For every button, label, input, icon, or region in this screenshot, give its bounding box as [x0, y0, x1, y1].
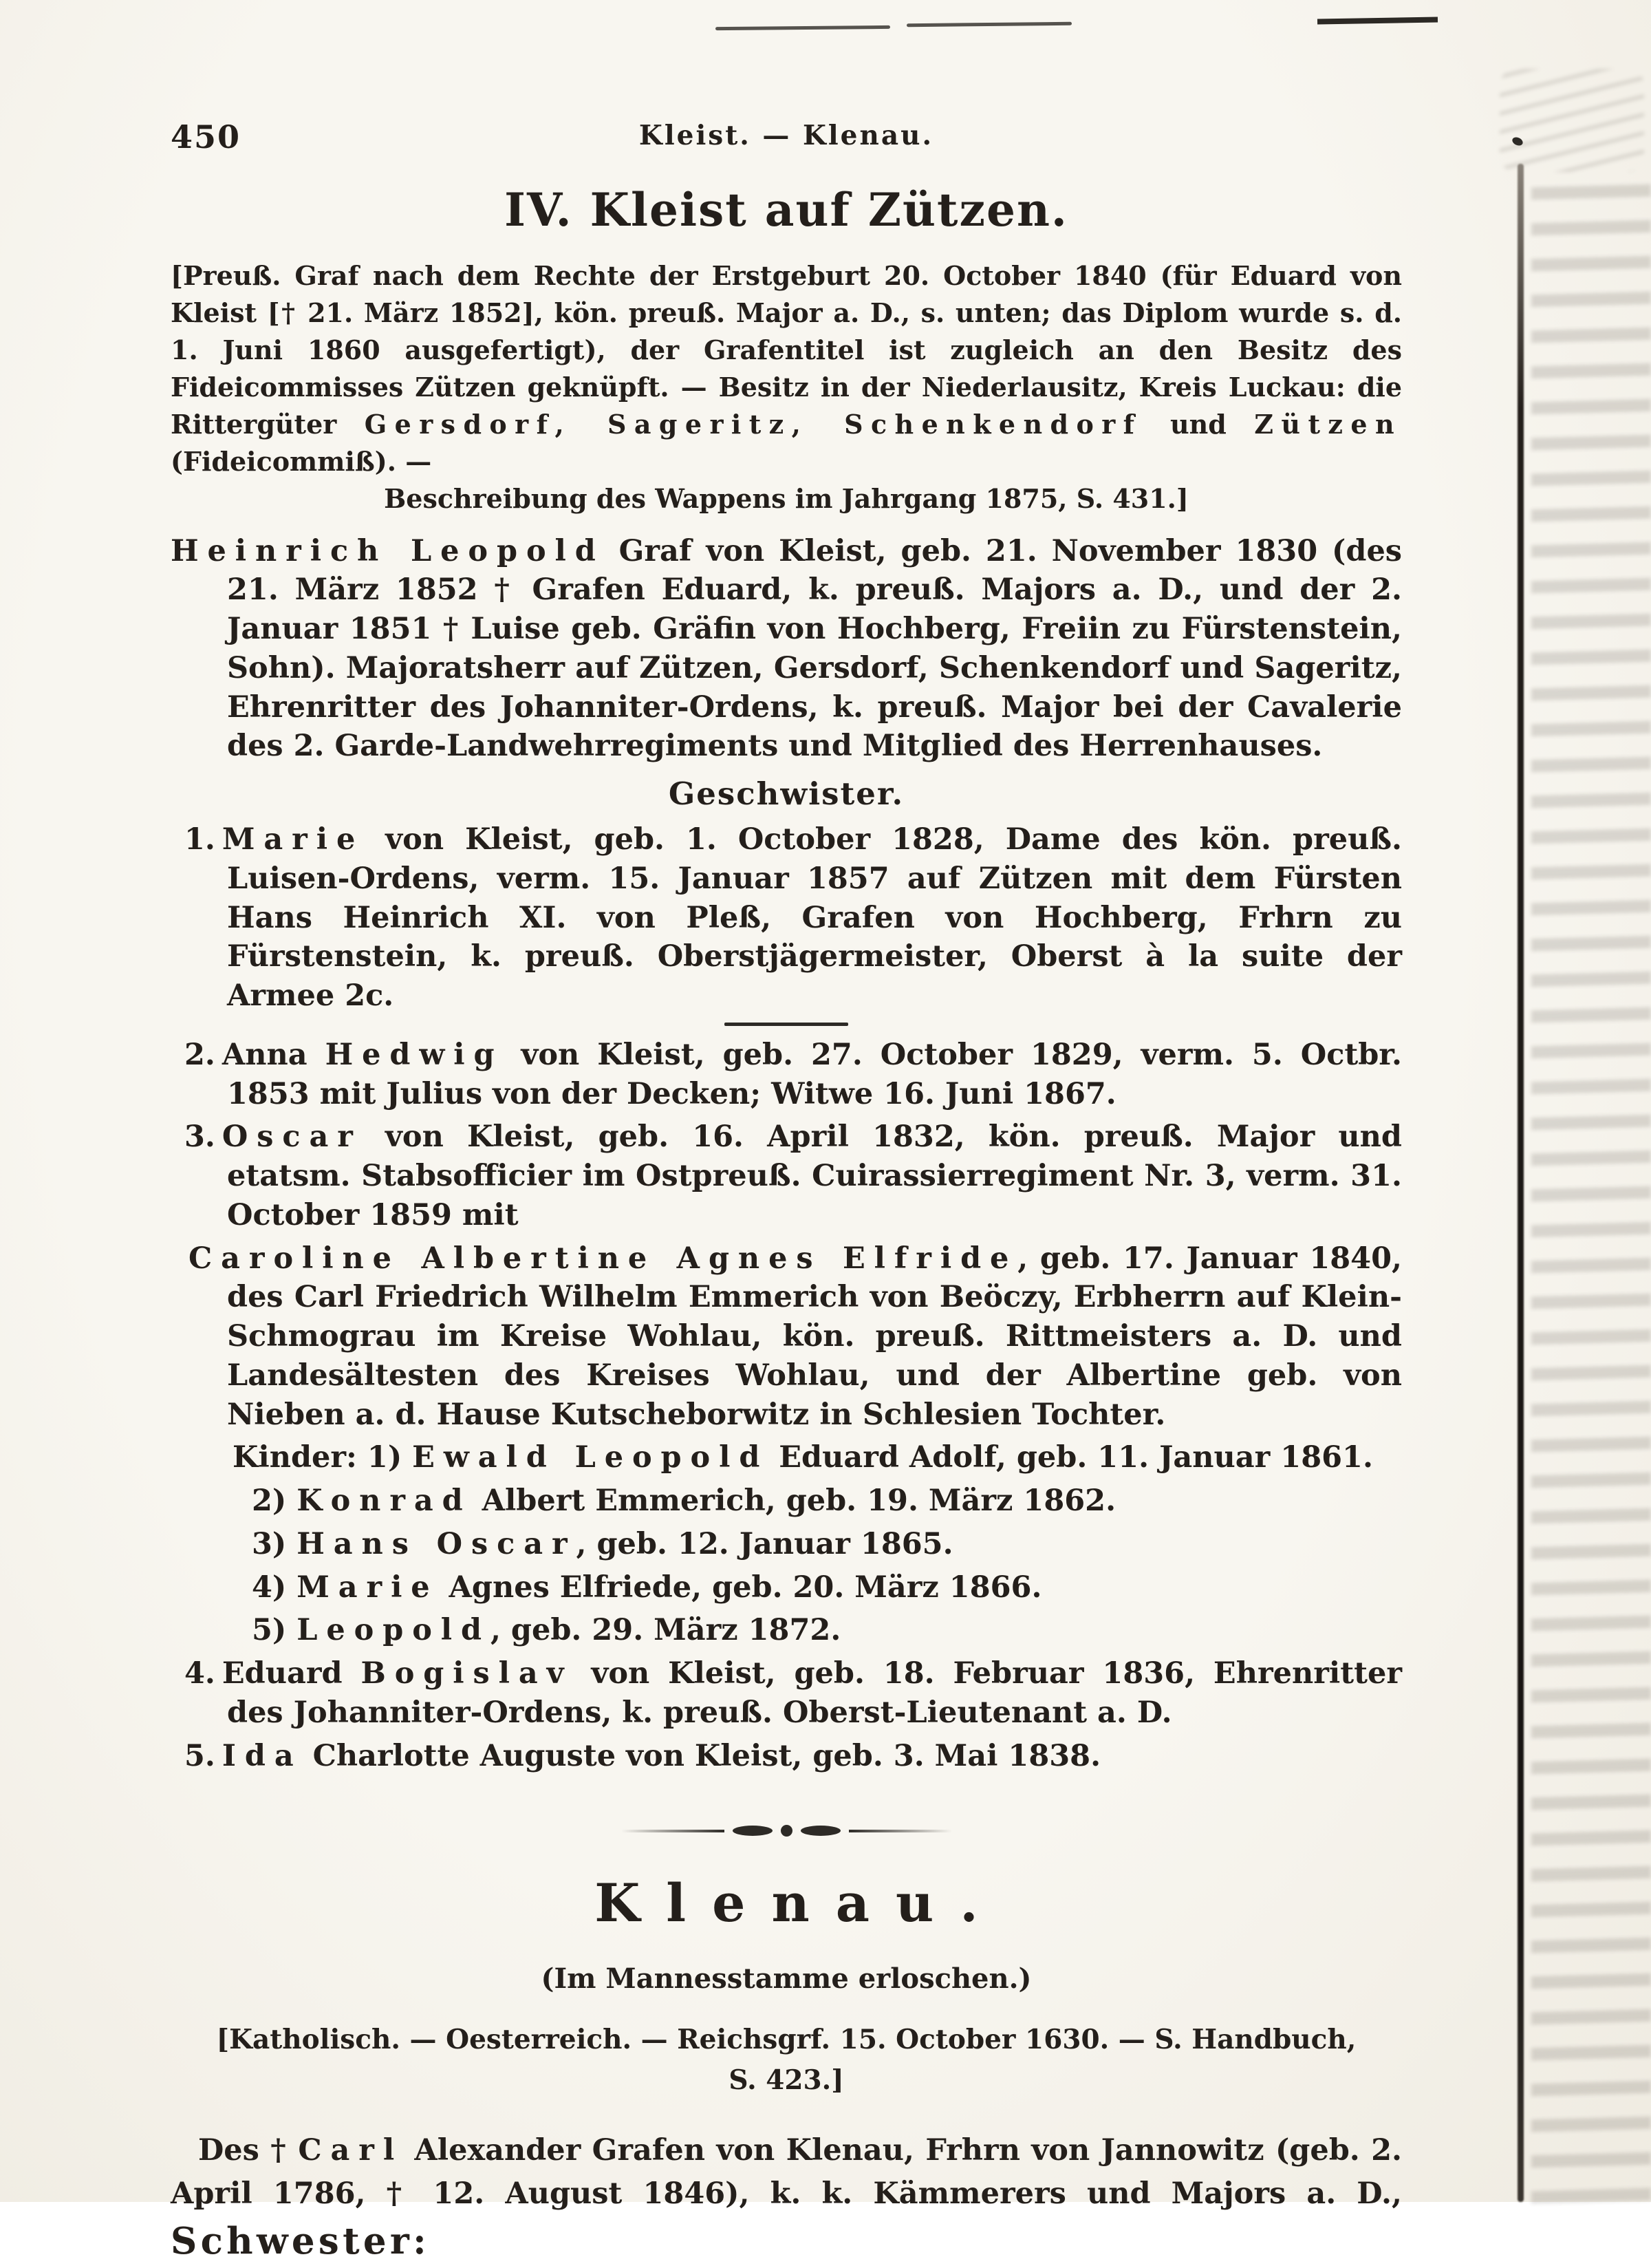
scan-artifact-dash: [715, 25, 890, 30]
entry-number: 1.: [184, 822, 215, 857]
klenau-note-line2: S. 423.]: [729, 2064, 844, 2096]
kleist-section-title: IV. Kleist auf Zützen.: [504, 183, 1068, 237]
child-entry: [252, 1481, 1402, 1521]
scan-artifact-line: [1317, 17, 1438, 24]
scan-artifact-dash: [907, 22, 1072, 28]
spaced-name: Hans Oscar: [296, 1526, 576, 1561]
text-run: , geb. 17. Januar 1840, des Carl Friedrich Wilhelm Emmerich von Beöczy, Erbherrn auf Klein-Schmograu im Kreise Wohlau, kön. preuß. Rittmeisters a. D. und Landesältesten des Kreises Wohlau, und der Albertine geb. von Nieben a. d. Hause Kutscheborwitz in Schlesien Tochter.: [227, 1241, 1402, 1432]
spaced-name: Leopold: [296, 1613, 490, 1648]
spaced-name: Hedwig: [325, 1037, 504, 1072]
text-run: Eduard Adolf, geb. 11. Januar 1861.: [768, 1440, 1373, 1475]
kleist-head-paragraph: [171, 532, 1402, 767]
text-run: Albert Emmerich, geb. 19. März 1862.: [471, 1484, 1116, 1519]
sibling-entry: [171, 1654, 1402, 1733]
klenau-section-title: Klenau.: [594, 1872, 1004, 1934]
spaced-name: Konrad: [296, 1484, 472, 1519]
text-run: von Kleist, geb. 27. October 1829, verm. 5. Octbr. 1853 mit Julius von der Decken; Witwe 16. Juni 1867.: [227, 1037, 1402, 1111]
sibling-entry: [171, 1036, 1402, 1114]
spaced-name: Ewald Leopold: [412, 1440, 769, 1475]
spaced-name: Bogislav: [360, 1656, 573, 1691]
page-number: 450: [171, 118, 241, 156]
adjacent-page-bleed: [1531, 171, 1651, 2204]
sibling-entry: [171, 820, 1402, 1016]
child-entry: [252, 1611, 1402, 1650]
text-run: und: [1142, 408, 1255, 440]
small-divider-rule: [724, 1023, 848, 1026]
klenau-note: [171, 2020, 1402, 2100]
text-run: von Kleist, geb. 1. October 1828, Dame des kön. preuß. Luisen-Ordens, verm. 15. Januar 1857 auf Zützen mit dem Fürsten Hans Heinrich XI. von Pleß, Grafen von Hochberg, Frhrn zu Fürstenstein, k. preuß. Oberstjägermeister, Oberst à la suite der Armee 2c.: [227, 822, 1402, 1014]
entry-number: 5.: [184, 1738, 215, 1773]
klenau-note-line1: [Katholisch. — Oesterreich. — Reichsgrf. 15. October 1630. — S. Handbuch,: [216, 2024, 1357, 2056]
spaced-name: Caroline Albertine Agnes Elfride: [188, 1241, 1018, 1276]
section-divider-ornament: [171, 1825, 1402, 1837]
page-header: [171, 116, 1402, 160]
ornament-line-right: [849, 1830, 952, 1832]
ornament-line-left: [621, 1830, 724, 1832]
text-run: Kinder: 1): [233, 1440, 413, 1475]
text-run: 2): [252, 1484, 297, 1519]
page-gutter-shadow: [1518, 164, 1524, 2202]
sibling-entry: [171, 1737, 1402, 1776]
text-run: Charlotte Auguste von Kleist, geb. 3. Mai 1838.: [302, 1738, 1101, 1773]
running-header: Kleist. — Klenau.: [638, 120, 934, 151]
sibling-entry: [171, 1117, 1402, 1234]
spaced-name: Ida: [222, 1738, 303, 1773]
text-run: (Fideicommiß). —: [171, 445, 432, 477]
text-run: , geb. 12. Januar 1865.: [576, 1526, 953, 1561]
spaced-name: Gersdorf, Sageritz, Schenkendorf: [364, 408, 1143, 440]
kleist-intro: [171, 257, 1402, 480]
child-entry: [252, 1568, 1402, 1607]
text-run: Graf von Kleist, geb. 21. November 1830 (des 21. März 1852 † Grafen Eduard, k. preuß. Majors a. D., und der 2. Januar 1851 † Luise geb. Gräfin von Hochberg, Freiin zu Fürstenstein, Sohn). Majoratsherr auf Zützen, Gersdorf, Schenkendorf und Sageritz, Ehrenritter des Johanniter-Ordens, k. preuß. Major bei der Cavalerie des 2. Garde-Landwehrregiments und Mitglied des Herrenhauses.: [227, 533, 1403, 764]
spaced-name: Heinrich Leopold: [171, 533, 605, 568]
spaced-name: Marie: [222, 822, 365, 857]
emphasized-word: Schwester:: [171, 2220, 430, 2263]
kleist-intro-lastline: Beschreibung des Wappens im Jahrgang 1875, S. 431.]: [384, 482, 1189, 514]
entry-number: 3.: [184, 1120, 215, 1155]
entry-number: 2.: [184, 1037, 215, 1072]
spaced-name: Carl: [298, 2133, 404, 2168]
text-run: von Kleist, geb. 18. Februar 1836, Ehrenritter des Johanniter-Ordens, k. preuß. Oberst-Lieutenant a. D.: [227, 1656, 1402, 1730]
text-run: , geb. 29. März 1872.: [490, 1613, 841, 1648]
child-entry: [252, 1525, 1402, 1564]
klenau-paragraph: [171, 2129, 1402, 2268]
geschwister-heading: Geschwister.: [668, 775, 905, 813]
klenau-subtitle: (Im Mannesstamme erloschen.): [541, 1962, 1032, 1996]
spaced-name: Zützen: [1254, 408, 1403, 440]
adjacent-page-corner-bleed: [1500, 69, 1644, 172]
kleist-entries: [171, 820, 1402, 1775]
ornament-lens-left: [733, 1826, 773, 1836]
text-run: 3): [252, 1526, 297, 1561]
spaced-name: Oscar: [222, 1120, 362, 1155]
ornament-lens-right: [801, 1826, 841, 1836]
text-run: Eduard: [222, 1656, 361, 1691]
child-entry: [233, 1438, 1402, 1477]
entry-number: 4.: [184, 1656, 215, 1691]
text-run: Des †: [198, 2133, 299, 2168]
spouse-paragraph: [171, 1239, 1402, 1435]
text-run: Alexander Grafen von Klenau, Frhrn von Jannowitz (geb. 2. April 1786, † 12. August 1846), k. k. Kämmerers und Majors a. D.,: [171, 2133, 1402, 2211]
text-run: Anna: [222, 1037, 325, 1072]
text-run: 5): [252, 1613, 297, 1648]
ornament-center-dot: [781, 1825, 792, 1837]
page-content: [171, 116, 1402, 2268]
text-run: von Kleist, geb. 16. April 1832, kön. preuß. Major und etatsm. Stabsofficier im Ostpreuß. Cuirassierregiment Nr. 3, verm. 31. October 1859 mit: [227, 1120, 1402, 1232]
text-run: [Preuß. Graf nach dem Rechte der Erstgeburt 20. October 1840 (für Eduard von Kleist [† 21. März 1852], kön. preuß. Major a. D., s. unten; das Diplom wurde s. d. 1. Juni 1860 ausgefertigt), der Grafentitel ist zugleich an den Besitz des Fideicommisses Zützen geknüpft. — Besitz in der Niederlausitz, Kreis Luckau: die Rittergüter: [171, 260, 1402, 440]
text-run: 4): [252, 1570, 297, 1605]
text-run: Agnes Elfriede, geb. 20. März 1866.: [438, 1570, 1042, 1605]
spaced-name: Marie: [296, 1570, 439, 1605]
